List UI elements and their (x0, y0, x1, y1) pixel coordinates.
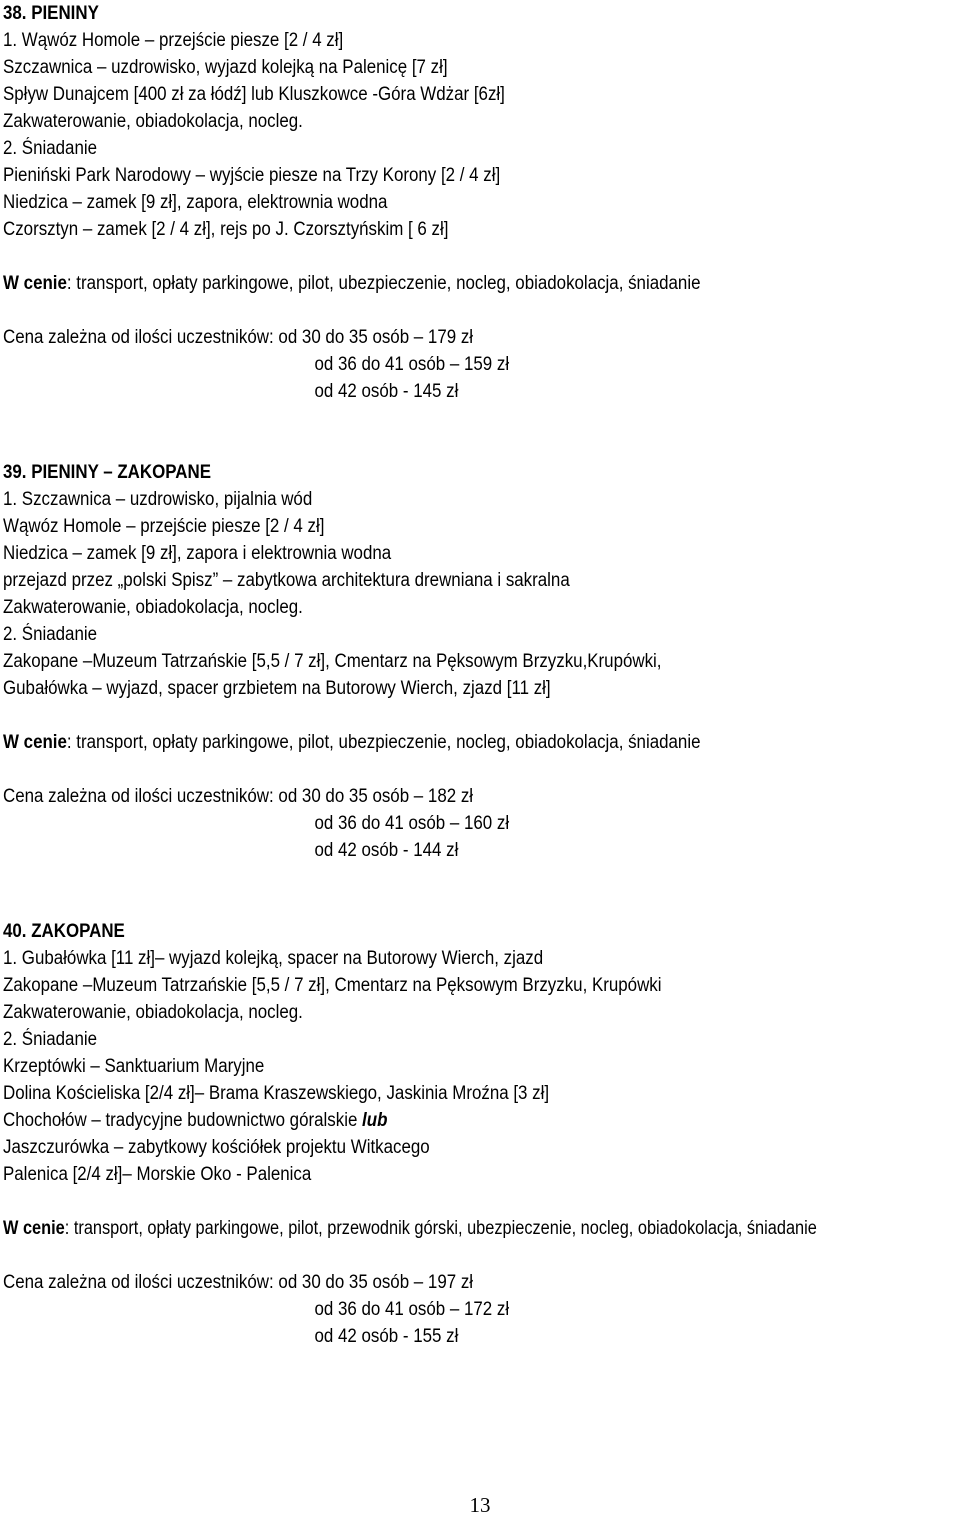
cost-tier: od 30 do 35 osób – 179 zł (278, 327, 474, 348)
cost-row (3, 1269, 853, 1296)
itinerary-line: Szczawnica – uzdrowisko, wyjazd kolejką na Palenicę [7 zł] (3, 57, 448, 78)
section-39 (3, 459, 958, 864)
itinerary-line: Niedzica – zamek [9 zł], zapora, elektrownia wodna (3, 192, 388, 213)
itinerary-line: przejazd przez „polski Spisz” – zabytkowa architektura drewniana i sakralna (3, 570, 570, 591)
itinerary-line: 1. Wąwóz Homole – przejście piesze [2 / 4 zł] (3, 30, 344, 51)
itinerary-line: Spływ Dunajcem [400 zł za łódź] lub Kluszkowce -Góra Wdżar [6zł] (3, 84, 505, 105)
or-emphasis: lub (362, 1110, 388, 1131)
itinerary-line: Pieniński Park Narodowy – wyjście piesze na Trzy Korony [2 / 4 zł] (3, 165, 501, 186)
itinerary-line: 2. Śniadanie (3, 624, 98, 645)
cost-tier: od 36 do 41 osób – 160 zł (314, 813, 510, 834)
cost-tier: od 42 osób - 145 zł (314, 381, 459, 402)
price-label: W cenie (3, 273, 67, 294)
price-includes-text: : transport, opłaty parkingowe, pilot, ubezpieczenie, nocleg, obiadokolacja, śniadanie (66, 732, 701, 753)
itinerary-line: 2. Śniadanie (3, 138, 98, 159)
itinerary-line: Wąwóz Homole – przejście piesze [2 / 4 zł] (3, 516, 325, 537)
cost-label: Cena zależna od ilości uczestników: (3, 327, 274, 348)
price-includes-text: : transport, opłaty parkingowe, pilot, przewodnik górski, ubezpieczenie, nocleg, obiadokolacja, śniadanie (64, 1218, 817, 1239)
itinerary-line: Zakwaterowanie, obiadokolacja, nocleg. (3, 597, 303, 618)
cost-tier: od 30 do 35 osób – 197 zł (278, 1272, 474, 1293)
document-page (3, 0, 958, 1350)
cost-label: Cena zależna od ilości uczestników: (3, 786, 274, 807)
price-includes-text: : transport, opłaty parkingowe, pilot, ubezpieczenie, nocleg, obiadokolacja, śniadanie (66, 273, 701, 294)
itinerary-line: 1. Gubałówka [11 zł]– wyjazd kolejką, spacer na Butorowy Wierch, zjazd (3, 948, 544, 969)
itinerary-line: Niedzica – zamek [9 zł], zapora i elektrownia wodna (3, 543, 392, 564)
itinerary-line: Zakopane –Muzeum Tatrzańskie [5,5 / 7 zł], Cmentarz na Pęksowym Brzyzku, Krupówki (3, 975, 662, 996)
price-label: W cenie (3, 1218, 65, 1239)
itinerary-line: Dolina Kościeliska [2/4 zł]– Brama Kraszewskiego, Jaskinia Mroźna [3 zł] (3, 1083, 550, 1104)
itinerary-line: Palenica [2/4 zł]– Morskie Oko - Palenica (3, 1164, 312, 1185)
section-heading: 40. ZAKOPANE (3, 921, 125, 942)
section-40 (3, 918, 958, 1350)
itinerary-line (3, 1107, 853, 1134)
section-heading: 39. PIENINY – ZAKOPANE (3, 462, 211, 483)
section-heading: 38. PIENINY (3, 3, 99, 24)
itinerary-line: Zakwaterowanie, obiadokolacja, nocleg. (3, 111, 303, 132)
itinerary-line: Zakwaterowanie, obiadokolacja, nocleg. (3, 1002, 303, 1023)
price-includes (3, 270, 853, 297)
cost-tier: od 42 osób - 155 zł (314, 1326, 459, 1347)
cost-row (3, 783, 853, 810)
itinerary-line: Zakopane –Muzeum Tatrzańskie [5,5 / 7 zł], Cmentarz na Pęksowym Brzyzku,Krupówki, (3, 651, 662, 672)
cost-tier: od 42 osób - 144 zł (314, 840, 459, 861)
price-includes (3, 1215, 824, 1242)
section-38 (3, 0, 958, 405)
cost-label: Cena zależna od ilości uczestników: (3, 1272, 274, 1293)
price-label: W cenie (3, 732, 67, 753)
cost-tier: od 36 do 41 osób – 172 zł (314, 1299, 510, 1320)
itinerary-line: 1. Szczawnica – uzdrowisko, pijalnia wód (3, 489, 313, 510)
price-includes (3, 729, 853, 756)
cost-row (3, 324, 853, 351)
itinerary-line: Gubałówka – wyjazd, spacer grzbietem na Butorowy Wierch, zjazd [11 zł] (3, 678, 551, 699)
cost-tier: od 36 do 41 osób – 159 zł (314, 354, 510, 375)
itinerary-line: 2. Śniadanie (3, 1029, 98, 1050)
chocholow-text: Chochołów – tradycyjne budownictwo góralskie (3, 1110, 363, 1131)
itinerary-line: Jaszczurówka – zabytkowy kościółek projektu Witkacego (3, 1137, 430, 1158)
itinerary-line: Czorsztyn – zamek [2 / 4 zł], rejs po J. Czorsztyńskim [ 6 zł] (3, 219, 449, 240)
page-number: 13 (469, 1493, 491, 1517)
cost-tier: od 30 do 35 osób – 182 zł (278, 786, 474, 807)
itinerary-line: Krzeptówki – Sanktuarium Maryjne (3, 1056, 265, 1077)
